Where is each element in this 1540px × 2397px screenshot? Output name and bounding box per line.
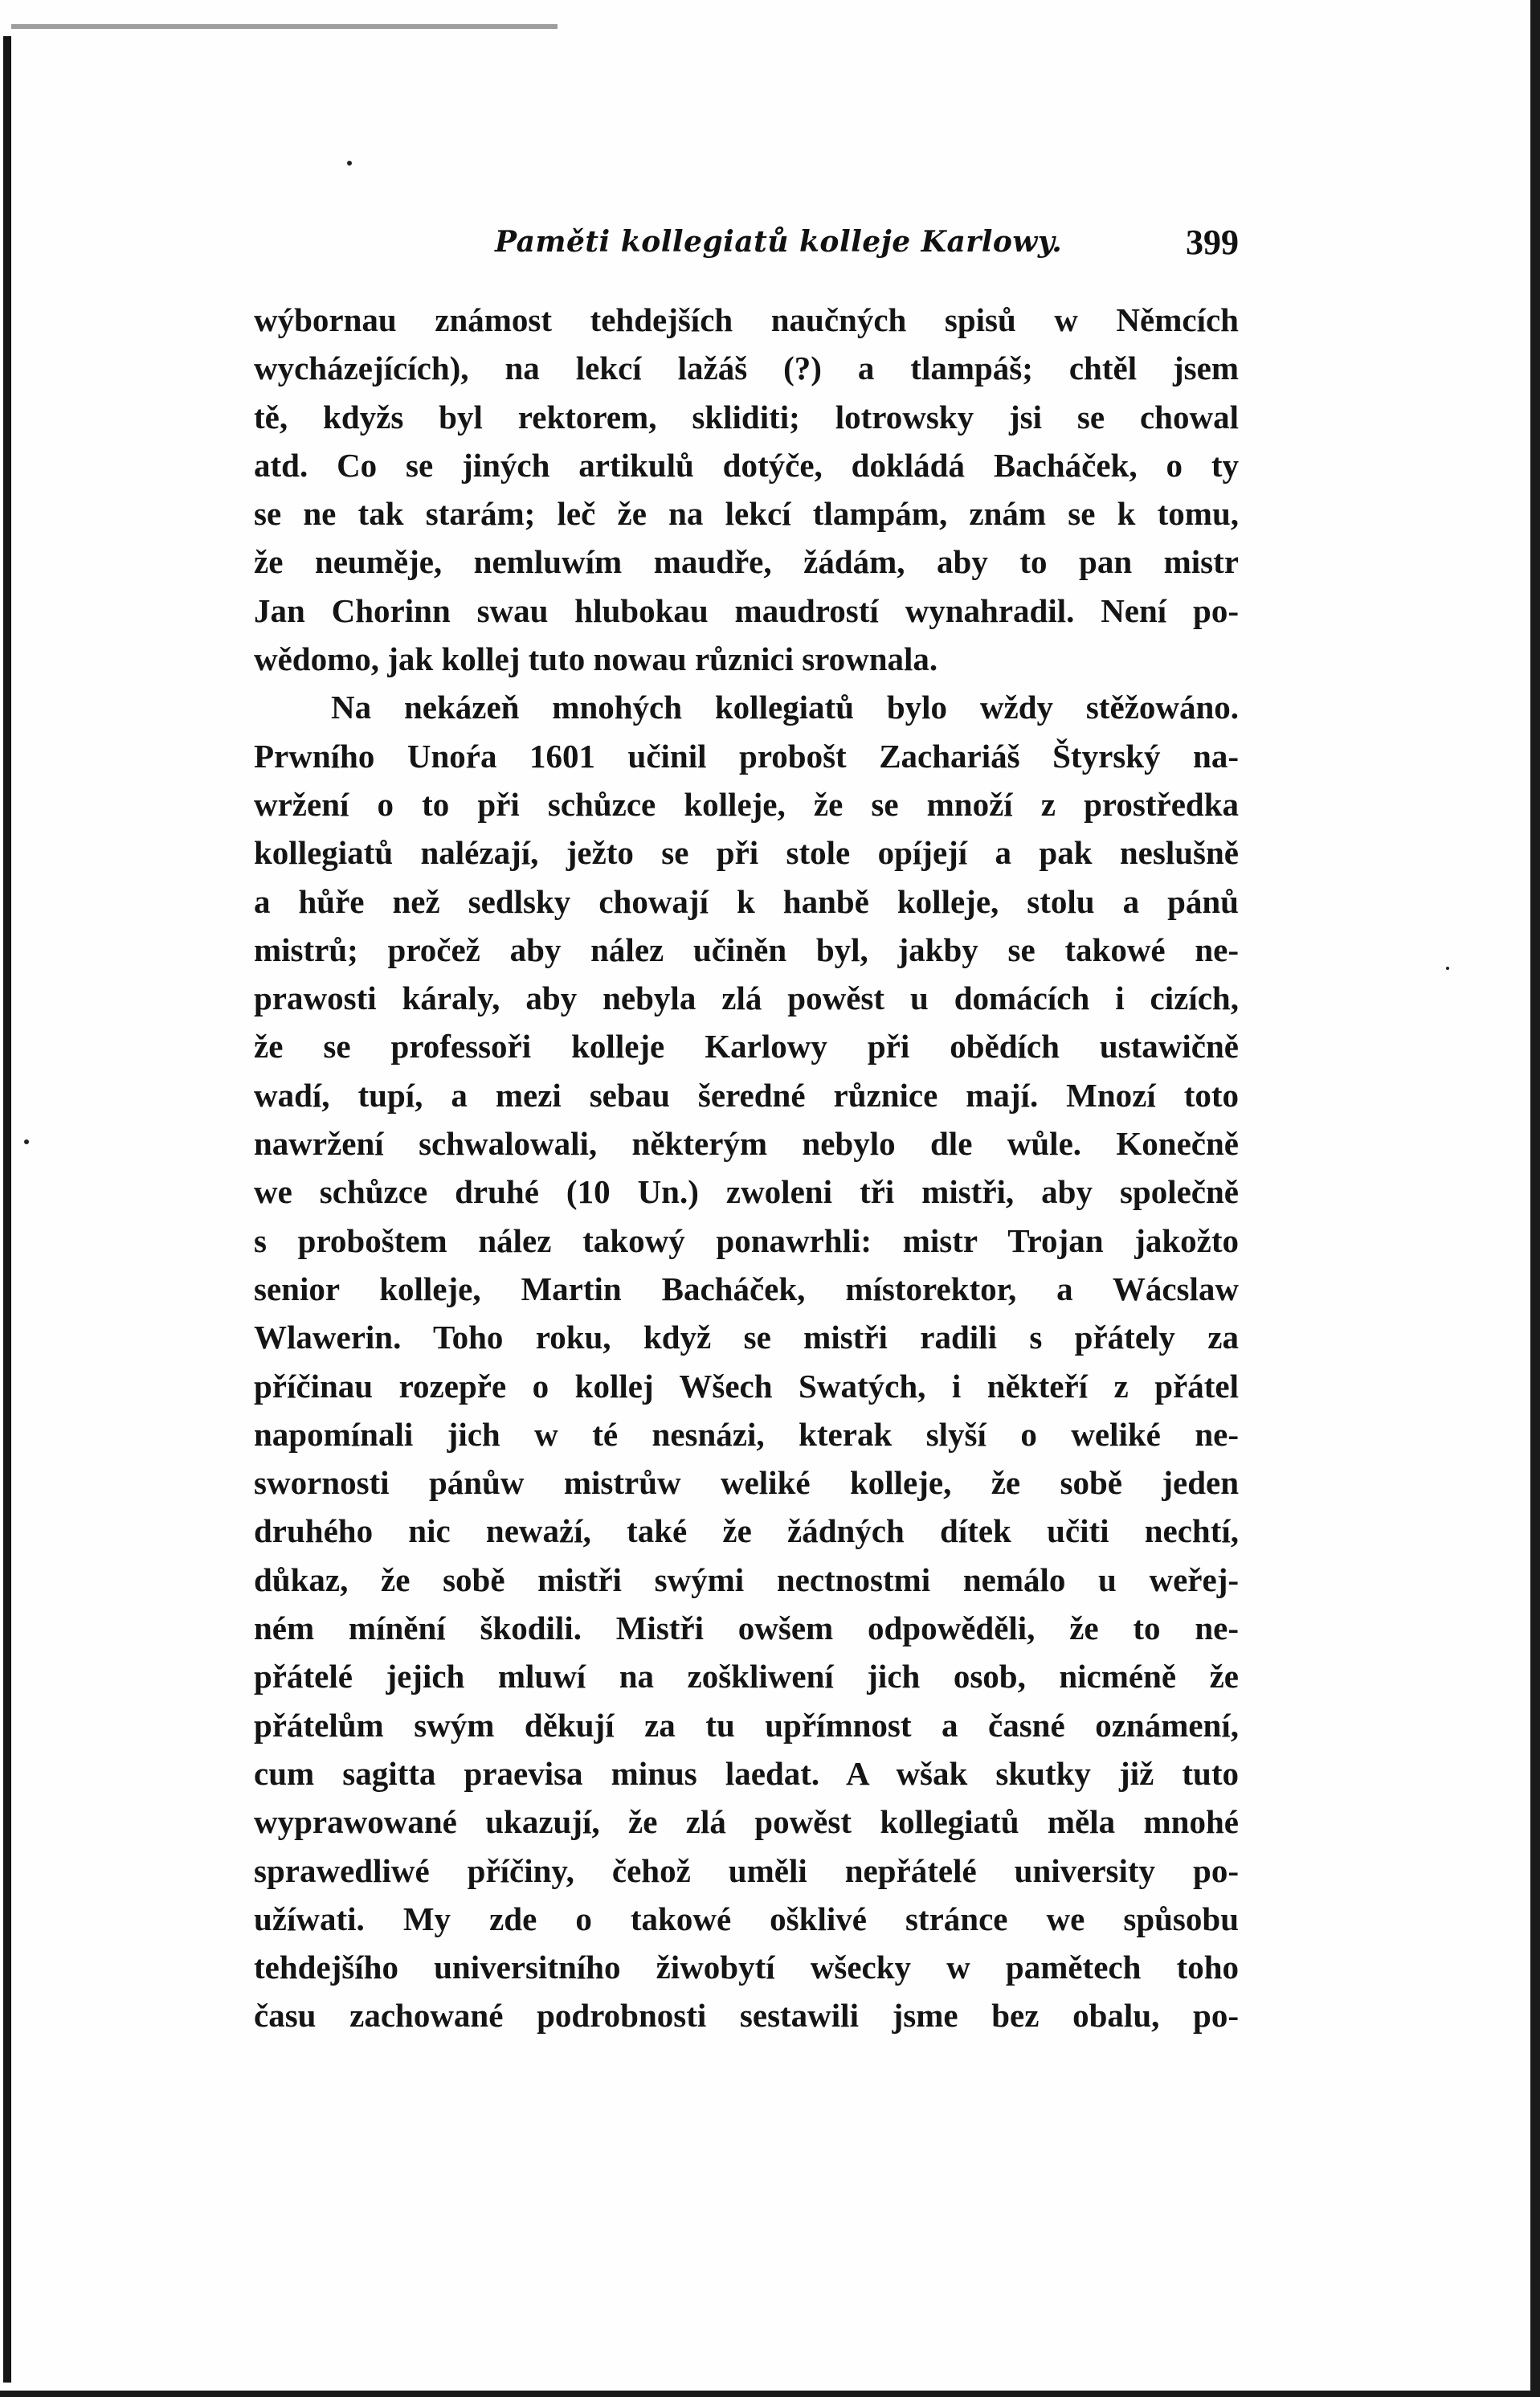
text-line: kollegiatů nalézají, ježto se při stole opíjejí a pak neslušně bbox=[254, 834, 1239, 872]
scan-speck bbox=[347, 161, 352, 166]
page-number: 399 bbox=[1186, 223, 1239, 262]
text-line: přátelé jejich mluwí na zoškliwení jich osob, nicméně že bbox=[254, 1658, 1239, 1695]
scan-left-edge bbox=[3, 36, 11, 2383]
text-line: wadí, tupí, a mezi sebau šeredné různice mají. Mnozí toto bbox=[254, 1076, 1239, 1114]
text-line: důkaz, že sobě mistři swými nectnostmi nemálo u weřej- bbox=[254, 1561, 1239, 1598]
text-line: sprawedliwé příčiny, čehož uměli nepřátelé university po- bbox=[254, 1851, 1239, 1889]
body-text bbox=[254, 296, 1239, 2040]
text-line: we schůzce druhé (10 Un.) zwoleni tři mistři, aby společně bbox=[254, 1173, 1239, 1211]
text-line: wýbornau známost tehdejších naučných spisů w Němcích bbox=[254, 301, 1239, 338]
text-line: se ne tak starám; leč že na lekcí tlampám, znám se k tomu, bbox=[254, 495, 1239, 533]
text-line: Wlawerin. Toho roku, když se mistři radili s přátely za bbox=[254, 1319, 1239, 1356]
text-line: druhého nic neważí, také že žádných dítek učiti nechtí, bbox=[254, 1512, 1239, 1550]
scan-right-edge bbox=[1530, 0, 1540, 2397]
text-line: Prwního Unoŕa 1601 učinil probošt Zachariáš Štyrský na- bbox=[254, 737, 1239, 775]
text-line: cum sagitta praevisa minus laedat. A wšak skutky již tuto bbox=[254, 1754, 1239, 1792]
text-line: prawosti káraly, aby nebyla zlá powěst u domácích i cizích, bbox=[254, 980, 1239, 1017]
scan-speck bbox=[24, 1139, 29, 1144]
page-header bbox=[254, 217, 1239, 273]
text-line: že se professoři kolleje Karlowy při obědích ustawičně bbox=[254, 1028, 1239, 1066]
text-line: ném mínění škodili. Mistři owšem odpowěděli, že to ne- bbox=[254, 1610, 1239, 1647]
text-line: atd. Co se jiných artikulů dotýče, dokládá Bacháček, o ty bbox=[254, 446, 1239, 484]
text-line: nawržení schwalowali, některým nebylo dle wůle. Konečně bbox=[254, 1125, 1239, 1163]
text-line: a hůře než sedlsky chowají k hanbě kolleje, stolu a pánů bbox=[254, 882, 1239, 920]
text-line: Jan Chorinn swau hlubokau maudrostí wynahradil. Není po- bbox=[254, 591, 1239, 629]
text-line: příčinau rozepře o kollej Wšech Swatých, i někteří z přátel bbox=[254, 1367, 1239, 1405]
text-line: wyprawowané ukazují, že zlá powěst kollegiatů měla mnohé bbox=[254, 1803, 1239, 1841]
scan-speck bbox=[1446, 967, 1449, 970]
paragraph-first-line: Na nekázeň mnohých kollegiatů bylo wždy stěžowáno. bbox=[331, 689, 1239, 726]
text-line: tehdejšího universitního žiwobytí wšecky w pamětech toho bbox=[254, 1949, 1239, 1986]
text-line: tě, kdyžs byl rektorem, skliditi; lotrowsky jsi se chowal bbox=[254, 398, 1239, 436]
text-line: že neuměje, nemluwím maudře, žádám, aby to pan mistr bbox=[254, 543, 1239, 581]
text-line: času zachowané podrobnosti sestawili jsme bez obalu, po- bbox=[254, 1997, 1239, 2035]
scan-bottom-edge bbox=[0, 2391, 1540, 2397]
running-title: Paměti kollegiatů kolleje Karlowy. bbox=[495, 225, 1063, 259]
text-line: napomínali jich w té nesnázi, kterak slyší o weliké ne- bbox=[254, 1415, 1239, 1453]
text-line: mistrů; pročež aby nález učiněn byl, jakby se takowé ne- bbox=[254, 931, 1239, 968]
scan-top-edge bbox=[11, 24, 558, 29]
text-line: wycházejících), na lekcí lažáš (?) a tlampáš; chtěl jsem bbox=[254, 350, 1239, 387]
text-line: senior kolleje, Martin Bacháček, místorektor, a Wácslaw bbox=[254, 1270, 1239, 1307]
text-line: swornosti pánůw mistrůw weliké kolleje, že sobě jeden bbox=[254, 1464, 1239, 1502]
text-line: wědomo, jak kollej tuto nowau různici srownala. bbox=[254, 640, 938, 678]
text-line: přátelům swým děkují za tu upřímnost a časné oznámení, bbox=[254, 1706, 1239, 1744]
text-line: užíwati. My zde o takowé ošklivé stránce we spůsobu bbox=[254, 1900, 1239, 1937]
text-line: s proboštem nález takowý ponawrhli: mistr Trojan jakožto bbox=[254, 1221, 1239, 1259]
text-line: wržení o to při schůzce kolleje, že se množí z prostředka bbox=[254, 785, 1239, 823]
